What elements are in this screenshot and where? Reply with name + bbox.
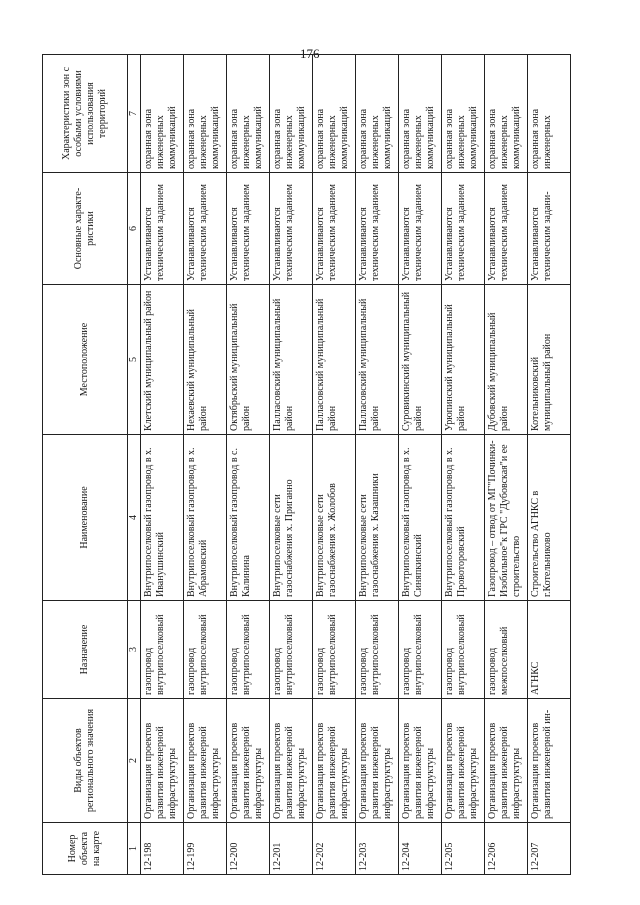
cell-object-number: 12-202 <box>313 823 356 875</box>
column-number: 1 <box>128 823 141 875</box>
cell-location: Палласовский муниципальный район <box>356 285 399 435</box>
cell-purpose: газопровод внутрипоселковый <box>141 601 184 699</box>
objects-table <box>42 54 571 875</box>
table-row <box>442 55 485 875</box>
cell-name: Внутрипоселковый газопровод в х. Иванушинский <box>141 435 184 601</box>
cell-name: Внутрипоселковый газопровод в х. Абрамовский <box>184 435 227 601</box>
cell-location: Урюпинский муниципальный район <box>442 285 485 435</box>
cell-name: Внутрипоселковый газопровод в с. Калинина <box>227 435 270 601</box>
cell-zone: охранная зона инженерных коммуникаций <box>485 55 528 173</box>
cell-object-type: Организация проектов развития инженерной инфраструктуры <box>356 699 399 823</box>
table-row <box>270 55 313 875</box>
cell-location: Котельниковский муниципальный район <box>528 285 571 435</box>
cell-characteristics: Устанавливаются техническим заданием <box>227 173 270 285</box>
cell-object-type: Организация проектов развития инженерной инфраструктуры <box>442 699 485 823</box>
table-row <box>485 55 528 875</box>
cell-object-type: Организация проектов развития инженерной инфраструктуры <box>313 699 356 823</box>
cell-name: Строительство АГНКС в г.Котельниково <box>528 435 571 601</box>
column-number: 2 <box>128 699 141 823</box>
cell-purpose: газопровод внутрипоселковый <box>356 601 399 699</box>
cell-characteristics: Устанавливаются техническим заданием <box>356 173 399 285</box>
cell-object-type: Организация проектов развития инженерной инфраструктуры <box>141 699 184 823</box>
cell-object-type: Организация проектов развития инженерной инфраструктуры <box>399 699 442 823</box>
column-number: 3 <box>128 601 141 699</box>
header-row <box>43 55 128 875</box>
cell-characteristics: Устанавливаются техническим заданием <box>270 173 313 285</box>
cell-zone: охранная зона инженерных коммуникаций <box>184 55 227 173</box>
cell-name: Внутрипоселковые сети газоснабжения х. Приганно <box>270 435 313 601</box>
cell-zone: охранная зона инженерных коммуникаций <box>270 55 313 173</box>
table-row <box>141 55 184 875</box>
cell-object-number: 12-201 <box>270 823 313 875</box>
cell-characteristics: Устанавливаются техническим заданием <box>141 173 184 285</box>
rotated-table-area <box>42 55 604 875</box>
cell-location: Палласовский муниципальный район <box>313 285 356 435</box>
cell-name: Внутрипоселковые сети газоснабжения х. Казашники <box>356 435 399 601</box>
table-row <box>528 55 571 875</box>
cell-characteristics: Устанавливаются техническим задани- <box>528 173 571 285</box>
cell-location: Клетский муниципальный район <box>141 285 184 435</box>
cell-location: Палласовский муниципальный район <box>270 285 313 435</box>
cell-purpose: газопровод внутрипоселковый <box>313 601 356 699</box>
column-number: 7 <box>128 55 141 173</box>
cell-purpose: газопровод внутрипоселковый <box>227 601 270 699</box>
cell-location: Суровикинский муниципальный район <box>399 285 442 435</box>
cell-name: Внутрипоселковый газопровод в х. Синяпкинский <box>399 435 442 601</box>
cell-zone: охранная зона инженерных коммуникаций <box>356 55 399 173</box>
cell-object-number: 12-206 <box>485 823 528 875</box>
cell-name: Внутрипоселковые сети газоснабжения х. Жолобов <box>313 435 356 601</box>
cell-object-type: Организация проектов развития инженерной инфраструктуры <box>270 699 313 823</box>
col-header-purpose: Назначение <box>43 601 128 699</box>
cell-object-type: Организация проектов развития инженерной инфраструктуры <box>184 699 227 823</box>
col-header-object-type: Виды объектов регионального значения <box>43 699 128 823</box>
col-header-name: Наименование <box>43 435 128 601</box>
cell-characteristics: Устанавливаются техническим заданием <box>442 173 485 285</box>
cell-purpose: газопровод внутрипоселковый <box>184 601 227 699</box>
cell-zone: охранная зона инженерных коммуникаций <box>313 55 356 173</box>
cell-characteristics: Устанавливаются техническим заданием <box>399 173 442 285</box>
cell-object-number: 12-204 <box>399 823 442 875</box>
cell-location: Дубовский муниципальный район <box>485 285 528 435</box>
cell-zone: охранная зона инженерных коммуникаций <box>141 55 184 173</box>
col-header-location: Местоположение <box>43 285 128 435</box>
table-row <box>184 55 227 875</box>
cell-object-number: 12-203 <box>356 823 399 875</box>
cell-object-number: 12-198 <box>141 823 184 875</box>
column-number-row <box>128 55 141 875</box>
table-row <box>313 55 356 875</box>
cell-object-number: 12-207 <box>528 823 571 875</box>
cell-name: Газопровод – отвод от МГ"Починки-Изобильное"к ГРС "Дубовская"и ее строительство <box>485 435 528 601</box>
cell-purpose: газопровод межпоселковый <box>485 601 528 699</box>
table-row <box>356 55 399 875</box>
cell-location: Октябрьский муниципальный район <box>227 285 270 435</box>
cell-purpose: АГНКС <box>528 601 571 699</box>
cell-zone: охранная зона инженерных коммуникаций <box>399 55 442 173</box>
cell-object-number: 12-205 <box>442 823 485 875</box>
cell-purpose: газопровод внутрипоселковый <box>270 601 313 699</box>
cell-zone: охранная зона инженерных <box>528 55 571 173</box>
cell-purpose: газопровод внутрипоселковый <box>399 601 442 699</box>
cell-zone: охранная зона инженерных коммуникаций <box>442 55 485 173</box>
col-header-characteristics: Основные характе-ристики <box>43 173 128 285</box>
cell-zone: охранная зона инженерных коммуникаций <box>227 55 270 173</box>
column-number: 6 <box>128 173 141 285</box>
column-number: 4 <box>128 435 141 601</box>
cell-characteristics: Устанавливаются техническим заданием <box>485 173 528 285</box>
col-header-zones: Характеристики зон с особыми условиями использования территорий <box>43 55 128 173</box>
col-header-number: Номер объекта на карте <box>43 823 128 875</box>
cell-characteristics: Устанавливаются техническим заданием <box>184 173 227 285</box>
cell-object-type: Организация проектов развития инженерной инфраструктуры <box>485 699 528 823</box>
page-number: 176 <box>300 46 320 61</box>
cell-characteristics: Устанавливаются техническим заданием <box>313 173 356 285</box>
table-row <box>227 55 270 875</box>
column-number: 5 <box>128 285 141 435</box>
cell-object-type: Организация проектов развития инженерной инфраструктуры <box>227 699 270 823</box>
cell-object-number: 12-200 <box>227 823 270 875</box>
cell-name: Внутрипоселковый газопровод в х. Провоторовский <box>442 435 485 601</box>
cell-location: Нехаевский муниципальный район <box>184 285 227 435</box>
cell-purpose: газопровод внутрипоселковый <box>442 601 485 699</box>
cell-object-type: Организация проектов развития инженерной ин- <box>528 699 571 823</box>
table-row <box>399 55 442 875</box>
cell-object-number: 12-199 <box>184 823 227 875</box>
